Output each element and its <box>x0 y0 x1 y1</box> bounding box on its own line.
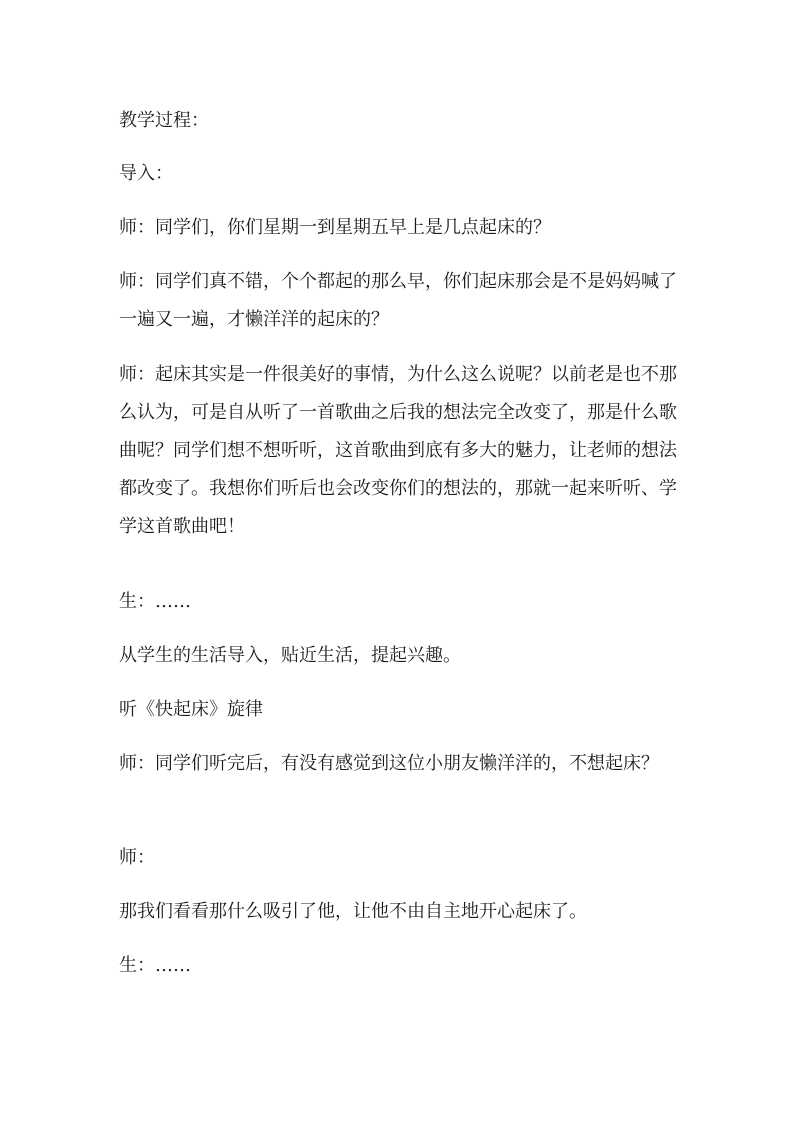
paragraph-teacher-followup: 那我们看看那什么吸引了他，让他不由自主地开心起床了。 <box>119 901 587 922</box>
paragraph-teacher-intro-song: 师：起床其实是一件很美好的事情，为什么这么说呢？以前老是也不那么认为，可是自从听了一首歌曲之后我的想法完全改变了，那是什么歌曲呢？同学们想不想听听，这首歌曲到底有多大的魅力，让老师的想法都改变了。我想你们听后也会改变你们的想法的，那就一起来听听、学学这首歌曲吧！ <box>119 364 677 537</box>
paragraph-student-response-1: 生：…… <box>119 591 191 612</box>
heading-introduction: 导入： <box>119 163 173 184</box>
paragraph-teacher-question-1: 师：同学们，你们星期一到星期五早上是几点起床的？ <box>119 217 551 238</box>
paragraph-teacher-label: 师： <box>119 847 155 868</box>
heading-teaching-process: 教学过程： <box>119 110 209 131</box>
paragraph-listen-melody: 听《快起床》旋律 <box>119 699 263 720</box>
paragraph-teacher-question-2: 师：同学们真不错，个个都起的那么早，你们起床那会是不是妈妈喊了一遍又一遍，才懒洋洋的起床的？ <box>119 271 677 330</box>
paragraph-design-note: 从学生的生活导入，贴近生活，提起兴趣。 <box>119 645 461 666</box>
paragraph-teacher-question-3: 师：同学们听完后，有没有感觉到这位小朋友懒洋洋的，不想起床？ <box>119 753 659 774</box>
paragraph-student-response-2: 生：…… <box>119 955 191 976</box>
